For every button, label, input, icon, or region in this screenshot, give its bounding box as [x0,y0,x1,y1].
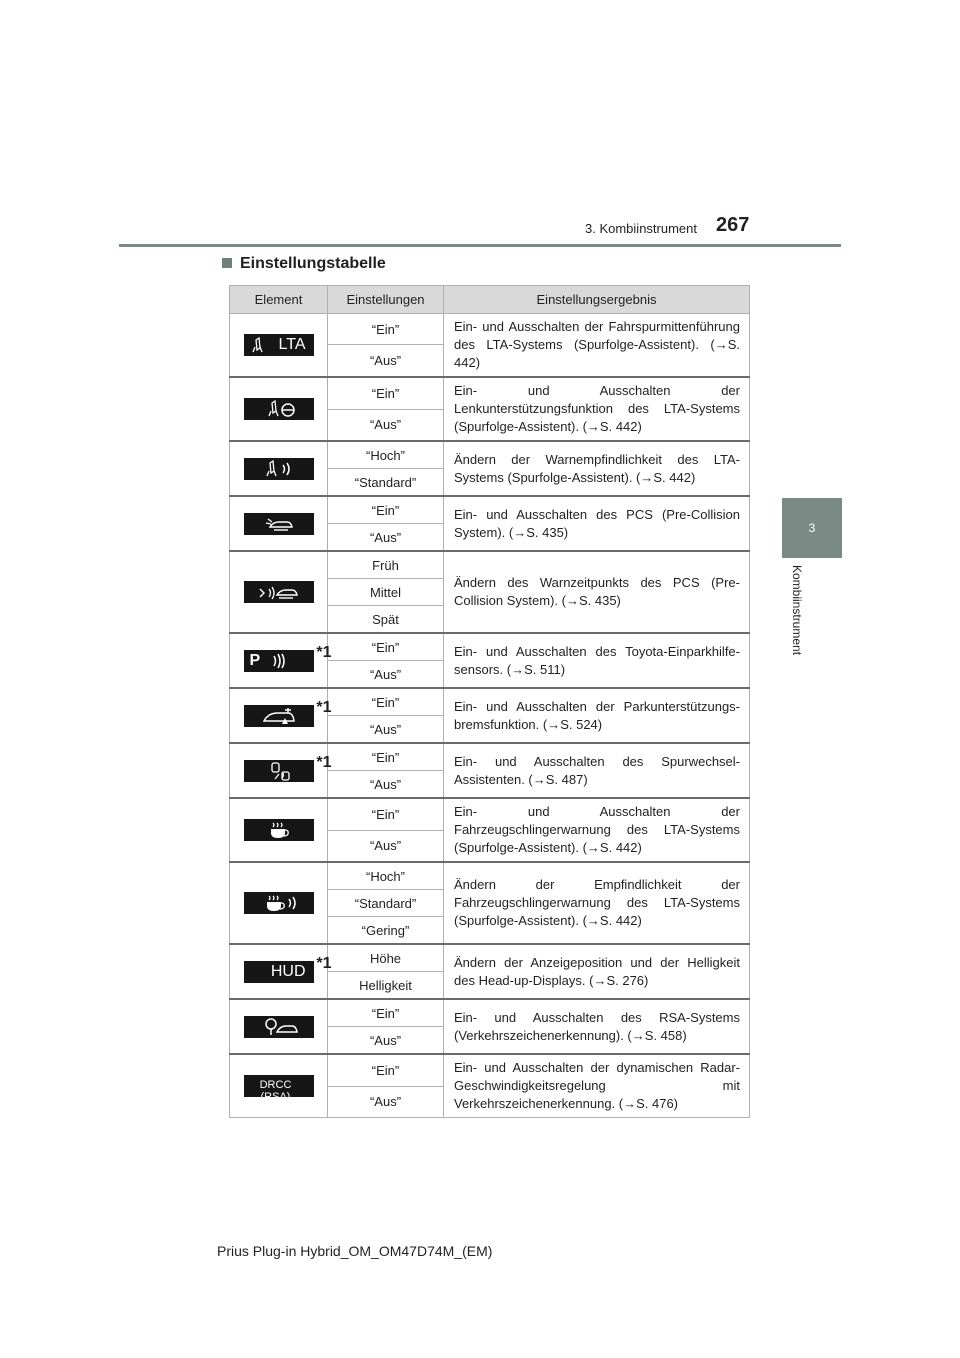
setting-value: “Standard” [328,890,444,917]
setting-result: Ein- und Ausschalten der Parkunterstützungs-bremsfunktion. (→S. 524) [444,688,750,743]
pcs-timing-icon [244,581,314,603]
setting-result: Ein- und Ausschalten der dynamischen Radar-Geschwindigkeitsregelung mit Verkehrszeichenerkennung. (→S. 476) [444,1054,750,1118]
coffee-cup-sensitivity-icon [244,892,314,914]
setting-value: Höhe [328,944,444,972]
table-row [230,743,750,771]
element-cell [230,798,328,862]
element-icon-wrap [244,892,314,914]
lta-sensitivity-icon [244,458,314,480]
lta-icon [244,334,314,356]
setting-value: “Hoch” [328,862,444,890]
setting-result: Ändern der Empfindlichkeit der Fahrzeugschlingerwarnung des LTA-Systems (Spurfolge-Assistent). (→S. 442) [444,862,750,944]
setting-result: Ein- und Ausschalten des Toyota-Einparkhilfe-sensors. (→S. 511) [444,633,750,688]
element-cell [230,496,328,551]
setting-value: “Hoch” [328,441,444,469]
element-icon-wrap [244,954,332,983]
setting-result: Ändern der Anzeigeposition und der Helligkeit des Head-up-Displays. (→S. 276) [444,944,750,999]
element-cell [230,1054,328,1118]
element-cell [230,551,328,633]
table-row [230,441,750,469]
section-title-text: Einstellungstabelle [240,255,386,272]
element-icon-wrap [244,334,314,356]
table-row [230,314,750,345]
coffee-cup-icon [244,819,314,841]
column-header-element: Element [230,286,328,314]
parking-brake-assist-icon [244,705,314,727]
setting-value: “Gering” [328,917,444,945]
setting-result: Ein- und Ausschalten des RSA-Systems (Verkehrszeichenerkennung). (→S. 458) [444,999,750,1054]
footnote-marker: *1 [316,954,332,972]
setting-result: Ein- und Ausschalten des PCS (Pre-Collision System). (→S. 435) [444,496,750,551]
table-header-row [230,286,750,314]
footnote-marker: *1 [316,698,332,716]
element-icon-wrap [244,643,332,672]
setting-value: “Aus” [328,661,444,689]
settings-table [229,285,750,1118]
element-cell [230,999,328,1054]
element-icon-wrap [244,819,314,841]
setting-value: “Ein” [328,496,444,524]
table-row [230,1054,750,1086]
section-title [222,255,386,273]
table-row [230,496,750,524]
table-row [230,688,750,716]
element-cell [230,688,332,743]
element-cell [230,377,328,441]
footnote-marker: *1 [316,643,332,661]
element-icon-wrap [244,398,314,420]
setting-result: Ändern des Warnzeitpunkts des PCS (Pre-Collision System). (→S. 435) [444,551,750,633]
table-row [230,944,750,972]
setting-value: “Aus” [328,524,444,552]
header-rule [119,244,841,247]
hud-icon [244,961,314,983]
setting-value: “Aus” [328,1027,444,1055]
table-row [230,377,750,409]
element-icon-wrap [244,1075,314,1103]
pcs-icon [244,513,314,535]
page-number: 267 [716,214,750,236]
icon-label: DRCC (RSA) [259,1079,292,1103]
setting-result: Ein- und Ausschalten der Fahrzeugschlingerwarnung des LTA-Systems (Spurfolge-Assistent). (→S. 442) [444,798,750,862]
footer-document-id: Prius Plug-in Hybrid_OM_OM47D74M_(EM) [217,1243,493,1259]
element-icon-wrap [244,698,332,727]
setting-result: Ändern der Warnempfindlichkeit des LTA-Systems (Spurfolge-Assistent). (→S. 442) [444,441,750,496]
lane-steering-assist-icon [244,398,314,420]
setting-value: “Ein” [328,999,444,1027]
setting-result: Ein- und Ausschalten des Spurwechsel-Assistenten. (→S. 487) [444,743,750,798]
square-bullet-icon [222,258,232,268]
rsa-icon [244,1016,314,1038]
setting-value: Mittel [328,579,444,606]
setting-result: Ein- und Ausschalten der Fahrspurmittenführung des LTA-Systems (Spurfolge-Assistent). (→S. 442) [444,314,750,378]
element-cell [230,743,332,798]
setting-value: “Aus” [328,716,444,744]
side-tab-label: Kombiinstrument [790,565,804,656]
setting-value: “Ein” [328,688,444,716]
element-icon-wrap [244,458,314,480]
setting-value: “Ein” [328,743,444,771]
element-icon-wrap [244,513,314,535]
icon-label: HUD [270,962,306,980]
table-row [230,633,750,661]
table-row [230,999,750,1027]
setting-value: “Standard” [328,469,444,497]
header-chapter: 3. Kombiinstrument [585,221,697,236]
element-cell [230,862,328,944]
setting-value: “Aus” [328,830,444,862]
element-icon-wrap [244,1016,314,1038]
setting-value: “Aus” [328,1086,444,1117]
column-header-settings: Einstellungen [328,286,444,314]
setting-result: Ein- und Ausschalten der Lenkunterstützungsfunktion des LTA-Systems (Spurfolge-Assistent). (→S. 442) [444,377,750,441]
setting-value: “Ein” [328,314,444,345]
parking-sensor-icon [244,650,314,672]
element-cell [230,441,328,496]
setting-value: “Aus” [328,771,444,799]
setting-value: Früh [328,551,444,579]
element-icon-wrap [244,581,314,603]
setting-value: “Aus” [328,409,444,441]
setting-value: Spät [328,606,444,634]
lane-change-assist-icon [244,760,314,782]
icon-label: P [249,651,261,669]
setting-value: Helligkeit [328,972,444,1000]
side-tab: 3 [782,498,842,558]
table-row [230,862,750,890]
setting-value: “Aus” [328,345,444,377]
icon-label: LTA [278,336,306,353]
table-row [230,798,750,830]
element-cell [230,944,332,999]
column-header-result: Einstellungsergebnis [444,286,750,314]
setting-value: “Ein” [328,1054,444,1086]
element-icon-wrap [244,753,332,782]
element-cell [230,314,328,378]
table-row [230,551,750,579]
setting-value: “Ein” [328,633,444,661]
element-cell [230,633,332,688]
drcc-rsa-icon [244,1075,314,1103]
setting-value: “Ein” [328,377,444,409]
footnote-marker: *1 [316,753,332,771]
setting-value: “Ein” [328,798,444,830]
